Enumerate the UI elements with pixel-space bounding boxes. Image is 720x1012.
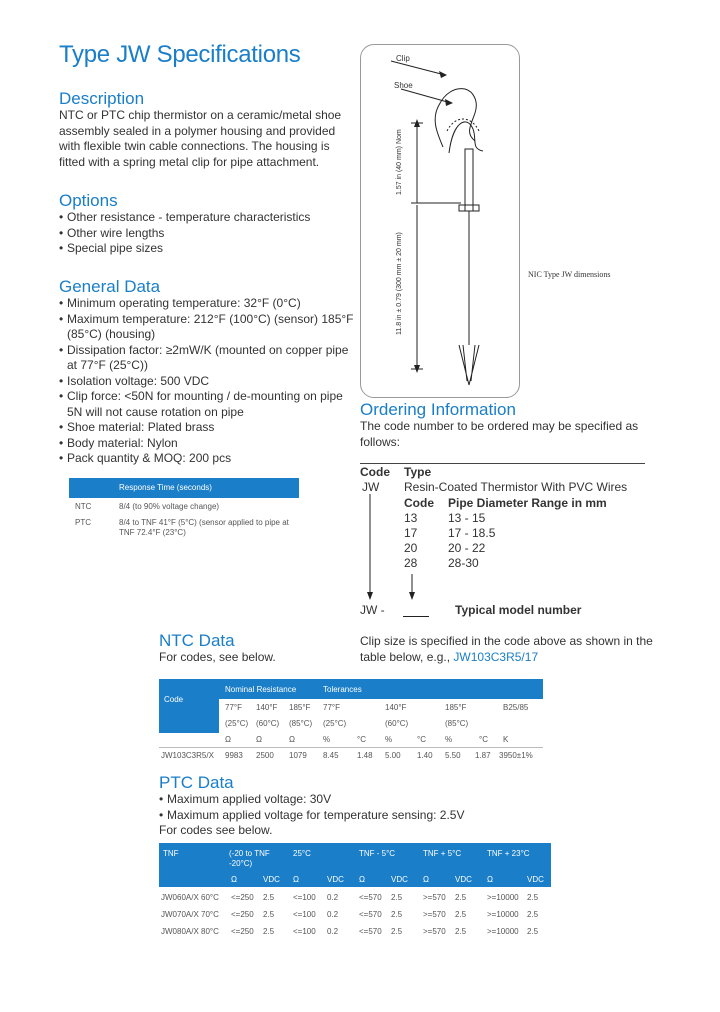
table-row [69,502,299,518]
ptc-unit: VDC [327,875,344,884]
ordering-intro-line: The code number to be ordered may be specified as [360,419,639,433]
ptc-cell: >=570 [423,893,446,902]
ptc-header [159,843,551,887]
general-item-text: Body material: Nylon [67,435,178,450]
ptc-header-cell: (-20 to TNF -20°C) [229,849,270,868]
ntc-unit: % [323,735,331,744]
ntc-temp: (60°C) [385,719,409,728]
model-label: Typical model number [455,603,582,617]
model-prefix: JW - [360,603,385,617]
table-row [159,748,543,764]
general-item-text: Pack quantity & MOQ: 200 pcs [67,451,232,465]
description-line: with flexible twin cable connections. The housing is [59,139,330,153]
model-blank [403,616,429,617]
ordering-arrows [360,494,420,604]
clip-label: Clip [396,54,410,63]
options-item: • Other wire lengths [59,226,359,242]
general-item [59,436,359,452]
diagram-caption: NIC Type JW dimensions [528,270,611,279]
table-row [159,924,551,941]
ptc-cell: 2.5 [527,893,539,902]
ntc-unit: Ω [289,735,295,744]
ntc-cell: 3950±1% [499,751,533,760]
general-item [59,420,359,436]
general-item-text: Isolation voltage: 500 VDC [67,373,210,388]
ptc-cell: 2.5 [391,910,403,919]
ntc-temp: 140°F [256,703,278,712]
table-row [159,890,551,907]
ntc-temp: B25/85 [503,703,529,712]
general-item [59,389,359,420]
ntc-nominal-header: Nominal Resistance [225,685,297,694]
ptc-cell: JW080A/X 80°C [161,927,219,936]
ntc-cell: 5.50 [445,751,461,760]
row-value: 8/4 (to 90% voltage change) [119,502,220,511]
dimension-diagram [360,44,520,398]
ptc-cell: JW070A/X 70°C [161,910,219,919]
ptc-cell: <=250 [231,893,254,902]
general-item [59,296,359,312]
general-item-text: Clip force: <50N for mounting / de-mounting on pipe [67,389,343,403]
ptc-cell: 2.5 [391,893,403,902]
ptc-unit: Ω [293,875,299,884]
size-code-header: Code [404,496,434,510]
ntc-temp: (85°C) [445,719,469,728]
ptc-unit: Ω [423,875,429,884]
ptc-cell: 2.5 [527,927,539,936]
ptc-subtext: For codes see below. [159,823,273,837]
ptc-cell: <=100 [293,927,316,936]
ntc-temps-c [159,716,543,733]
clip-arrow [439,71,447,78]
size-code: 13 [404,511,418,525]
general-item [59,374,359,390]
ptc-cell: 2.5 [455,893,467,902]
ordering-type-header: Type [404,465,432,479]
ptc-cell: <=570 [359,927,382,936]
clip-example-code: JW103C3R5/17 [453,649,539,664]
general-item-text: Minimum operating temperature: 32°F (0°C) [67,296,301,310]
ntc-unit: % [445,735,453,744]
ordering-jw-code: JW [362,480,380,494]
ntc-temp: 185°F [445,703,467,712]
ntc-temp: (25°C) [323,719,347,728]
ptc-cell: 2.5 [527,910,539,919]
size-range-header: Pipe Diameter Range in mm [448,496,607,510]
ntc-heading: NTC Data [159,631,235,650]
ptc-cell: 2.5 [391,927,403,936]
general-item-text: Shoe material: Plated brass [67,420,215,434]
general-item-text: Maximum temperature: 212°F (100°C) (sensor) 185°F [67,311,354,326]
dimension-label-long: 11.8 in ± 0.79 (300 mm ± 20 mm) [396,232,403,335]
description-line: NTC or PTC chip thermistor on a ceramic/metal shoe [59,108,342,122]
ptc-header-cell: TNF + 5°C [423,849,462,858]
ntc-temp: (60°C) [256,719,280,728]
ptc-cell: 2.5 [455,910,467,919]
general-item-text: at 77°F (25°C)) [67,358,148,372]
ntc-unit: Ω [256,735,262,744]
size-code: 28 [404,556,418,570]
shoe-outline [449,122,483,153]
row-value: 8/4 to TNF 41°F (5°C) (sensor applied to pipe at [119,518,289,527]
ptc-item: • Maximum applied voltage for temperature sensing: 2.5V [159,808,499,824]
ntc-temp: (25°C) [225,719,249,728]
response-time-table [69,478,299,540]
size-range: 20 - 22 [448,541,486,555]
row-value: TNF 72.4°F (23°C) [119,528,186,537]
ntc-temp: 140°F [385,703,407,712]
size-ranges [448,511,495,571]
ntc-cell: 1079 [289,751,307,760]
size-code: 17 [404,526,418,540]
ptc-header-cell: TNF [163,849,179,858]
ntc-temp: (85°C) [289,719,313,728]
ordering-jw-type: Resin-Coated Thermistor With PVC Wires [404,480,628,494]
ptc-list [159,792,499,823]
ptc-header-cell: TNF - 5°C [359,849,396,858]
ntc-subtext: For codes, see below. [159,650,276,664]
ptc-unit: Ω [231,875,237,884]
clip-note-line: table below, e.g., [360,649,454,664]
shoe-arrow [445,99,453,106]
shoe-curve [447,119,479,131]
shoe-label: Shoe [394,81,413,90]
ntc-unit: Ω [225,735,231,744]
ptc-unit: VDC [455,875,472,884]
ptc-cell: 0.2 [327,893,339,902]
sensor-body [465,149,473,211]
ptc-header-cell: 25°C [293,849,311,858]
ptc-unit: VDC [263,875,280,884]
ntc-code-header: Code [164,695,184,704]
ptc-cell: 2.5 [263,893,275,902]
row-label: NTC [75,502,92,511]
clip-note [360,634,660,665]
general-heading: General Data [59,277,161,296]
ptc-cell: <=570 [359,910,382,919]
size-range: 17 - 18.5 [448,526,496,540]
dimension-label-short: 1.57 in (40 mm) Nom [396,129,403,195]
ptc-cell: <=570 [359,893,382,902]
options-list [59,210,359,257]
ptc-unit: Ω [487,875,493,884]
general-item [59,343,359,374]
ntc-cell: 8.45 [323,751,339,760]
ntc-cell: 5.00 [385,751,401,760]
table-row [159,907,551,924]
ptc-cell: <=250 [231,910,254,919]
ntc-temps-f [159,699,543,716]
options-item: • Special pipe sizes [59,241,359,257]
ptc-cell: 2.5 [455,927,467,936]
ntc-unit: °C [417,735,426,744]
ordering-code-header: Code [360,465,390,479]
ptc-cell: <=100 [293,893,316,902]
general-item-text: Dissipation factor: ≥2mW/K (mounted on copper pipe [67,342,349,357]
thermistor-drawing [361,45,519,397]
ptc-cell: >=10000 [487,910,519,919]
ordering-intro-line: follows: [360,434,401,449]
page-title: Type JW Specifications [59,41,301,68]
ntc-temp: 77°F [323,703,340,712]
ptc-unit: VDC [527,875,544,884]
ntc-cell: 2500 [256,751,274,760]
ntc-units [159,733,543,748]
ptc-cell: 0.2 [327,910,339,919]
ordering-intro [360,419,660,450]
ptc-cell: 2.5 [263,910,275,919]
ptc-cell: <=250 [231,927,254,936]
response-time-header: Response Time (seconds) [69,478,299,498]
cable-joint [459,205,479,211]
ordering-heading: Ordering Information [360,400,516,419]
description-text [59,108,359,170]
clip-outline [435,89,476,147]
ntc-cell: 1.48 [357,751,373,760]
ptc-cell: 0.2 [327,927,339,936]
clip-note-line: Clip size is specified in the code above as shown in the [360,634,653,648]
ntc-unit: °C [357,735,366,744]
ntc-table [159,679,543,764]
ntc-unit: °C [479,735,488,744]
ntc-temp: 185°F [289,703,311,712]
ptc-heading: PTC Data [159,773,234,792]
general-item-text: 5N will not cause rotation on pipe [67,404,244,419]
ptc-cell: >=10000 [487,927,519,936]
ptc-cell: <=100 [293,910,316,919]
general-item [59,451,359,467]
ntc-cell: JW103C3R5/X [161,751,214,760]
ptc-item: • Maximum applied voltage: 30V [159,792,499,808]
ptc-header-cell: TNF + 23°C [487,849,530,858]
ptc-table [159,843,551,941]
description-line: assembly sealed in a polymer housing and provided [59,123,336,138]
ntc-cell: 1.87 [475,751,491,760]
ptc-cell: >=570 [423,910,446,919]
table-row [69,518,299,540]
general-item [59,312,359,343]
general-item-text: (85°C) (housing) [67,327,156,341]
general-list [59,296,359,467]
options-item: • Other resistance - temperature characteristics [59,210,359,226]
ntc-temp: 77°F [225,703,242,712]
row-label: PTC [75,518,91,527]
ordering-divider [360,463,645,464]
ntc-cell: 9983 [225,751,243,760]
size-range: 13 - 15 [448,511,486,525]
ptc-unit: VDC [391,875,408,884]
size-code: 20 [404,541,418,555]
ptc-unit: Ω [359,875,365,884]
ptc-cell: JW060A/X 60°C [161,893,219,902]
options-heading: Options [59,191,118,210]
arrow-head [367,592,373,600]
clip-leader [391,61,445,75]
ptc-cell: 2.5 [263,927,275,936]
ntc-tolerance-header: Tolerances [323,685,362,694]
cable-ends [459,345,479,385]
shoe-leader [401,89,451,103]
description-line: fitted with a spring metal clip for pipe attachment. [59,154,320,169]
ptc-cell: >=570 [423,927,446,936]
ptc-cell: >=10000 [487,893,519,902]
description-heading: Description [59,89,145,108]
ntc-unit: % [385,735,393,744]
ntc-unit: K [503,735,509,744]
arrow-head [409,592,415,600]
size-range: 28-30 [448,556,479,570]
ntc-cell: 1.40 [417,751,433,760]
